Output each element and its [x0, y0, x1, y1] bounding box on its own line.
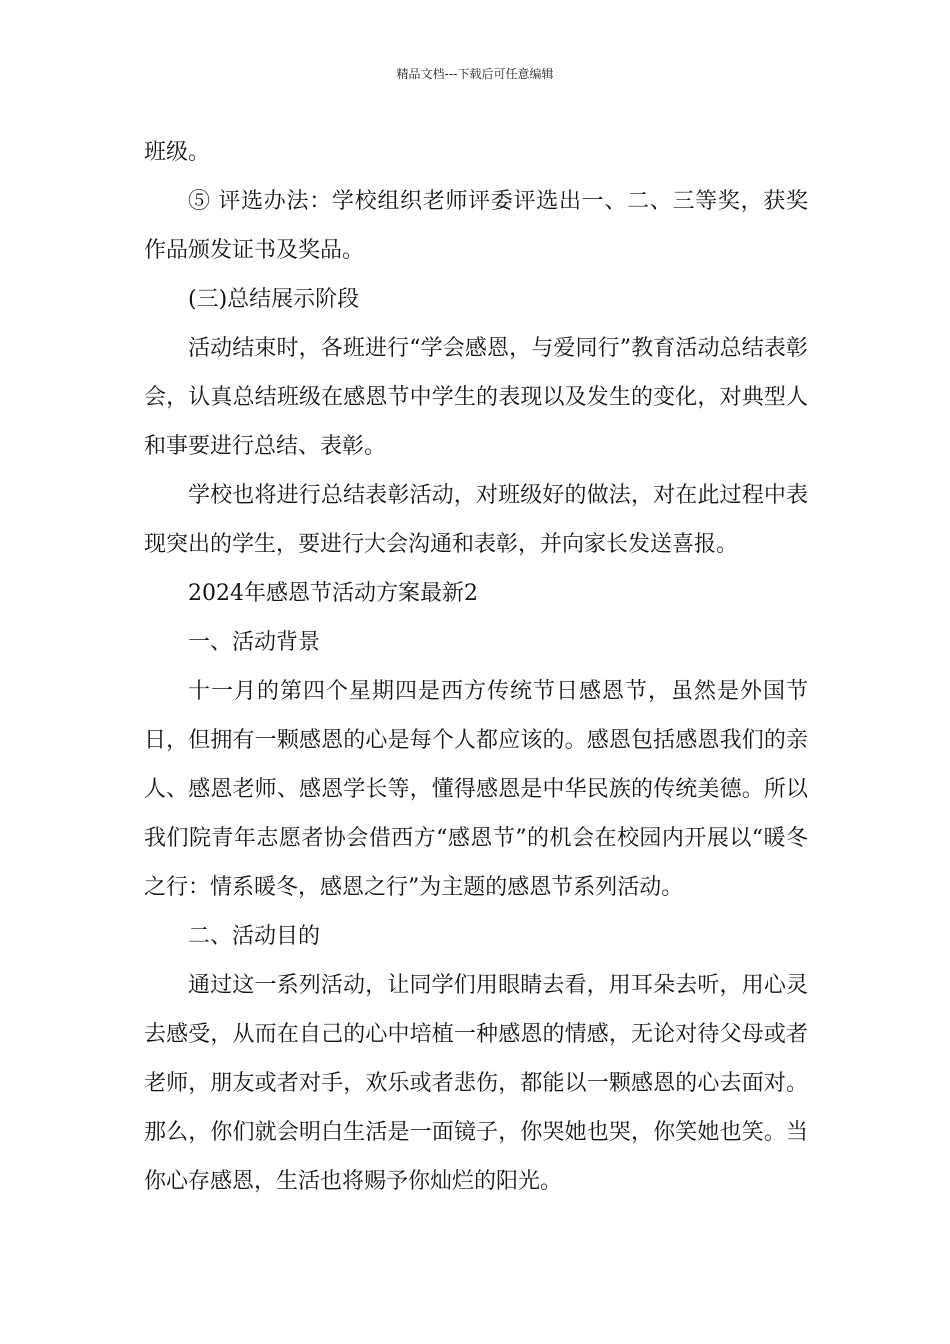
section-heading-summary: (三)总结展示阶段	[188, 287, 360, 312]
section-heading-background: 一、活动背景	[188, 630, 321, 655]
paragraph-5: 十一月的第四个星期四是西方传统节日感恩节，虽然是外国节日，但拥有一颗感恩的心是每个人都应该的。感恩包括感恩我们的亲人、感恩老师、感恩学长等，懂得感恩是中华民族的传统美德。所以我们院青年志愿者协会借西方“感恩节”的机会在校园内开展以“暖冬之行：情系暖冬，感恩之行”为主题的感恩节系列活动。	[144, 679, 808, 900]
paragraph-6: 通过这一系列活动，让同学们用眼睛去看，用耳朵去听，用心灵去感受，从而在自己的心中培植一种感恩的情感，无论对待父母或者老师，朋友或者对手，欢乐或者悲伤，都能以一颗感恩的心去面对。那么，你们就会明白生活是一面镜子，你哭她也哭，你笑她也笑。当你心存感恩，生活也将赐予你灿烂的阳光。	[144, 973, 808, 1194]
document-body	[144, 128, 808, 1206]
paragraph-3: 活动结束时，各班进行“学会感恩，与爱同行”教育活动总结表彰会，认真总结班级在感恩节中学生的表现以及发生的变化，对典型人和事要进行总结、表彰。	[144, 336, 808, 459]
document-title-2: 2024年感恩节活动方案最新2	[188, 581, 478, 606]
paragraph-4: 学校也将进行总结表彰活动，对班级好的做法，对在此过程中表现突出的学生，要进行大会沟通和表彰，并向家长发送喜报。	[144, 483, 808, 557]
page-header: 精品文档---下载后可任意编辑	[396, 67, 554, 81]
section-heading-purpose: 二、活动目的	[188, 924, 321, 949]
paragraph-2: ⑤ 评选办法：学校组织老师评委评选出一、二、三等奖，获奖作品颁发证书及奖品。	[144, 189, 808, 263]
paragraph-1: 班级。	[144, 140, 211, 165]
